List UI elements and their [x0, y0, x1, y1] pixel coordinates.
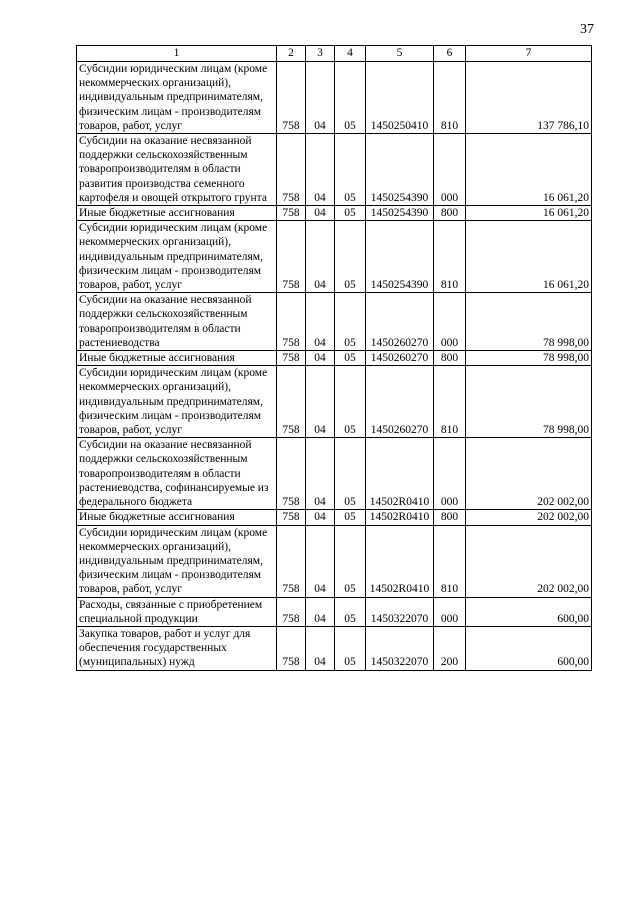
expense-type-cell: 810 — [434, 525, 466, 597]
section-code-cell: 04 — [306, 438, 335, 510]
expense-type-cell: 800 — [434, 206, 466, 221]
subsection-code-cell: 05 — [335, 597, 366, 626]
ministry-code-cell: 758 — [277, 221, 306, 293]
target-article-cell: 14502R0410 — [366, 510, 434, 525]
table-row — [77, 510, 592, 525]
target-article-cell: 14502R0410 — [366, 525, 434, 597]
target-article-cell: 14502R0410 — [366, 438, 434, 510]
subsection-code-cell: 05 — [335, 206, 366, 221]
expense-name-cell: Субсидии юридическим лицам (кроме некоммерческих организаций), индивидуальным предпринимателям, физическим лицам - производителям товаров, работ, услуг — [77, 62, 277, 134]
amount-cell: 78 998,00 — [466, 293, 592, 351]
ministry-code-cell: 758 — [277, 438, 306, 510]
expense-name-cell: Субсидии на оказание несвязанной поддержки сельскохозяйственным товаропроизводителям в области растениеводства, софинансируемые из федерального бюджета — [77, 438, 277, 510]
subsection-code-cell: 05 — [335, 62, 366, 134]
expense-name-cell: Иные бюджетные ассигнования — [77, 351, 277, 366]
column-header: 6 — [434, 46, 466, 62]
table-row — [77, 626, 592, 670]
expense-name-cell: Субсидии на оказание несвязанной поддержки сельскохозяйственным товаропроизводителям в области растениеводства — [77, 293, 277, 351]
expense-name-cell: Субсидии юридическим лицам (кроме некоммерческих организаций), индивидуальным предпринимателям, физическим лицам - производителям товаров, работ, услуг — [77, 366, 277, 438]
target-article-cell: 1450254390 — [366, 134, 434, 206]
target-article-cell: 1450250410 — [366, 62, 434, 134]
column-header: 5 — [366, 46, 434, 62]
expense-name-cell: Закупка товаров, работ и услуг для обеспечения государственных (муниципальных) нужд — [77, 626, 277, 670]
table-row — [77, 206, 592, 221]
expense-name-cell: Иные бюджетные ассигнования — [77, 510, 277, 525]
column-header: 4 — [335, 46, 366, 62]
ministry-code-cell: 758 — [277, 62, 306, 134]
ministry-code-cell: 758 — [277, 366, 306, 438]
subsection-code-cell: 05 — [335, 351, 366, 366]
section-code-cell: 04 — [306, 626, 335, 670]
table-row — [77, 438, 592, 510]
amount-cell: 78 998,00 — [466, 366, 592, 438]
column-header: 7 — [466, 46, 592, 62]
page-number: 37 — [580, 22, 594, 37]
subsection-code-cell: 05 — [335, 366, 366, 438]
expense-type-cell: 810 — [434, 366, 466, 438]
amount-cell: 16 061,20 — [466, 221, 592, 293]
ministry-code-cell: 758 — [277, 525, 306, 597]
target-article-cell: 1450254390 — [366, 221, 434, 293]
section-code-cell: 04 — [306, 293, 335, 351]
expense-type-cell: 200 — [434, 626, 466, 670]
expense-name-cell: Иные бюджетные ассигнования — [77, 206, 277, 221]
amount-cell: 16 061,20 — [466, 206, 592, 221]
amount-cell: 600,00 — [466, 597, 592, 626]
expense-type-cell: 800 — [434, 510, 466, 525]
section-code-cell: 04 — [306, 62, 335, 134]
amount-cell: 600,00 — [466, 626, 592, 670]
subsection-code-cell: 05 — [335, 438, 366, 510]
amount-cell: 202 002,00 — [466, 438, 592, 510]
ministry-code-cell: 758 — [277, 510, 306, 525]
table-row — [77, 62, 592, 134]
column-header: 3 — [306, 46, 335, 62]
target-article-cell: 1450260270 — [366, 351, 434, 366]
subsection-code-cell: 05 — [335, 626, 366, 670]
expense-type-cell: 000 — [434, 597, 466, 626]
section-code-cell: 04 — [306, 221, 335, 293]
ministry-code-cell: 758 — [277, 206, 306, 221]
amount-cell: 137 786,10 — [466, 62, 592, 134]
expense-name-cell: Расходы, связанные с приобретением специальной продукции — [77, 597, 277, 626]
column-header: 2 — [277, 46, 306, 62]
ministry-code-cell: 758 — [277, 597, 306, 626]
budget-table — [76, 45, 592, 671]
target-article-cell: 1450322070 — [366, 626, 434, 670]
section-code-cell: 04 — [306, 206, 335, 221]
ministry-code-cell: 758 — [277, 351, 306, 366]
expense-name-cell: Субсидии юридическим лицам (кроме некоммерческих организаций), индивидуальным предпринимателям, физическим лицам - производителям товаров, работ, услуг — [77, 525, 277, 597]
section-code-cell: 04 — [306, 525, 335, 597]
subsection-code-cell: 05 — [335, 134, 366, 206]
header-row — [77, 46, 592, 62]
subsection-code-cell: 05 — [335, 221, 366, 293]
table-row — [77, 351, 592, 366]
expense-type-cell: 810 — [434, 62, 466, 134]
table-row — [77, 134, 592, 206]
subsection-code-cell: 05 — [335, 293, 366, 351]
table-row — [77, 525, 592, 597]
expense-name-cell: Субсидии юридическим лицам (кроме некоммерческих организаций), индивидуальным предпринимателям, физическим лицам - производителям товаров, работ, услуг — [77, 221, 277, 293]
expense-type-cell: 000 — [434, 293, 466, 351]
expense-type-cell: 000 — [434, 134, 466, 206]
table-row — [77, 221, 592, 293]
amount-cell: 202 002,00 — [466, 510, 592, 525]
column-header: 1 — [77, 46, 277, 62]
amount-cell: 202 002,00 — [466, 525, 592, 597]
table-row — [77, 597, 592, 626]
section-code-cell: 04 — [306, 366, 335, 438]
amount-cell: 16 061,20 — [466, 134, 592, 206]
target-article-cell: 1450260270 — [366, 366, 434, 438]
subsection-code-cell: 05 — [335, 525, 366, 597]
target-article-cell: 1450322070 — [366, 597, 434, 626]
expense-type-cell: 000 — [434, 438, 466, 510]
ministry-code-cell: 758 — [277, 134, 306, 206]
section-code-cell: 04 — [306, 351, 335, 366]
table-row — [77, 366, 592, 438]
amount-cell: 78 998,00 — [466, 351, 592, 366]
expense-type-cell: 810 — [434, 221, 466, 293]
section-code-cell: 04 — [306, 510, 335, 525]
section-code-cell: 04 — [306, 597, 335, 626]
expense-type-cell: 800 — [434, 351, 466, 366]
target-article-cell: 1450260270 — [366, 293, 434, 351]
expense-name-cell: Субсидии на оказание несвязанной поддержки сельскохозяйственным товаропроизводителям в области развития производства семенного картофеля и овощей открытого грунта — [77, 134, 277, 206]
table-row — [77, 293, 592, 351]
ministry-code-cell: 758 — [277, 626, 306, 670]
target-article-cell: 1450254390 — [366, 206, 434, 221]
subsection-code-cell: 05 — [335, 510, 366, 525]
section-code-cell: 04 — [306, 134, 335, 206]
ministry-code-cell: 758 — [277, 293, 306, 351]
